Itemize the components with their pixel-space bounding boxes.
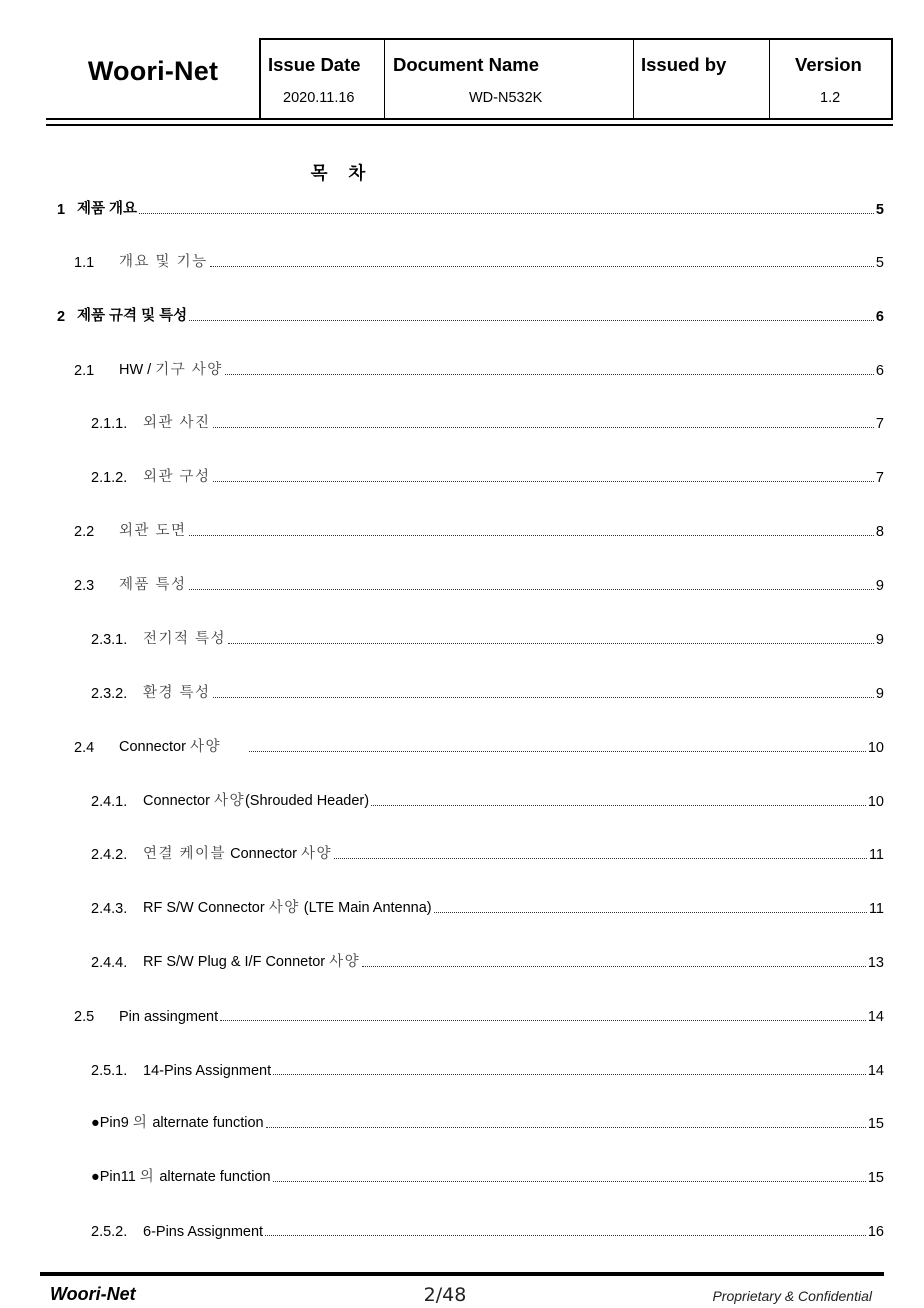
toc-entry-label: ●Pin9 의 alternate function: [91, 1115, 264, 1131]
toc-entry-page: 6: [875, 363, 884, 379]
dot-leader: [189, 320, 874, 321]
toc-entry-label: 연결 케이블 Connector 사양: [143, 846, 333, 862]
toc-entry[interactable]: [91, 790, 884, 810]
toc-entry[interactable]: [57, 198, 884, 218]
toc-entry-page: 10: [867, 794, 884, 810]
toc-entry-label: Connector 사양: [119, 739, 221, 755]
toc-entry-number: 2.5.1.: [91, 1063, 128, 1079]
toc-entry-page: 7: [875, 470, 884, 486]
toc-entry-number: 2.4.1.: [91, 794, 128, 810]
toc-entry-number: 2.4.3.: [91, 901, 128, 917]
issued-by-cell: [634, 40, 770, 118]
toc-entry-number: 2.4.4.: [91, 955, 128, 971]
toc-entry-number: 2.4: [74, 740, 95, 756]
toc-entry-number: 2.5.2.: [91, 1224, 128, 1240]
toc-entry[interactable]: [74, 520, 884, 540]
toc-entry[interactable]: [91, 951, 884, 971]
toc-entry[interactable]: [91, 1059, 884, 1079]
dot-leader: [228, 643, 874, 644]
toc-entry-number: 2: [57, 309, 66, 325]
document-name-cell: [385, 40, 634, 118]
version-label: Version: [795, 54, 862, 75]
confidentiality-notice: Proprietary & Confidential: [712, 1288, 872, 1304]
dot-leader: [213, 481, 874, 482]
toc-entry[interactable]: [91, 412, 884, 432]
toc-entry-label: 외관 사진: [143, 415, 211, 431]
toc-entry-number: 2.5: [74, 1009, 95, 1025]
dot-leader: [189, 535, 874, 536]
toc-entry-label: 외관 도면: [119, 523, 187, 539]
toc-entry-number: 1.1: [74, 255, 95, 271]
dot-leader: [189, 589, 874, 590]
dot-leader: [139, 213, 874, 214]
toc-entry-page: 13: [867, 955, 884, 971]
header-rule-bottom: [46, 124, 893, 126]
toc-entry-label: 14-Pins Assignment: [143, 1063, 272, 1079]
toc-entry-label: HW / 기구 사양: [119, 362, 223, 378]
toc-entry[interactable]: [57, 305, 884, 325]
toc-entry-label: 제품 특성: [119, 577, 187, 593]
toc-entry[interactable]: [91, 843, 884, 863]
footer-rule: [40, 1272, 884, 1276]
toc-entry-page: 11: [868, 847, 884, 863]
toc-entry-label: 제품 규격 및 특성: [77, 308, 188, 324]
dot-leader: [225, 374, 874, 375]
toc-entry-number: 2.1.1.: [91, 416, 128, 432]
toc-entry-label: RF S/W Connector 사양 (LTE Main Antenna): [143, 900, 432, 916]
toc-entry-number: 2.1.2.: [91, 470, 128, 486]
company-name: Woori-Net: [87, 56, 219, 86]
toc-entry-page: 11: [868, 901, 884, 917]
issue-date-value: 2020.11.16: [283, 90, 355, 106]
toc-entry-page: 9: [875, 632, 884, 648]
toc-entry-page: 5: [875, 255, 884, 271]
toc-entry-label: 6-Pins Assignment: [143, 1224, 264, 1240]
toc-entry-page: 5: [875, 202, 884, 218]
toc-entry-page: 6: [875, 309, 884, 325]
dot-leader: [265, 1235, 866, 1236]
toc-entry-label: 개요 및 기능: [119, 254, 208, 270]
issue-date-cell: [261, 40, 385, 118]
toc-entry-page: 10: [867, 740, 884, 756]
toc-entry[interactable]: [74, 1005, 884, 1025]
toc-title: 목 차: [310, 163, 374, 183]
dot-leader: [220, 1020, 866, 1021]
toc-entry-number: 2.3.1.: [91, 632, 128, 648]
toc-entry[interactable]: [74, 359, 884, 379]
toc-entry[interactable]: [74, 736, 884, 756]
dot-leader: [371, 805, 866, 806]
document-name-value: WD-N532K: [469, 90, 543, 106]
toc-entry-label: RF S/W Plug & I/F Connetor 사양: [143, 954, 361, 970]
dot-leader: [210, 266, 874, 267]
dot-leader: [249, 751, 866, 752]
dot-leader: [434, 912, 867, 913]
toc-entry-number: 1: [57, 202, 66, 218]
toc-entry-page: 14: [867, 1063, 884, 1079]
issue-date-label: Issue Date: [268, 54, 361, 75]
toc-entry[interactable]: [74, 574, 884, 594]
toc-entry-number: 2.3: [74, 578, 95, 594]
toc-entry[interactable]: [74, 251, 884, 271]
dot-leader: [213, 697, 874, 698]
footer-company: Woori-Net: [50, 1284, 136, 1304]
toc-entry[interactable]: [91, 1166, 884, 1186]
dot-leader: [334, 858, 867, 859]
toc-entry-label: 외관 구성: [143, 469, 211, 485]
toc-entry-page: 9: [875, 578, 884, 594]
version-cell: [770, 40, 891, 118]
toc-entry-label: 제품 개요: [77, 201, 138, 217]
toc-entry-number: 2.1: [74, 363, 95, 379]
issued-by-label: Issued by: [641, 54, 727, 75]
toc-entry[interactable]: [91, 466, 884, 486]
toc-entry-label: 환경 특성: [143, 685, 211, 701]
dot-leader: [362, 966, 866, 967]
toc-entry-label: Pin assingment: [119, 1009, 219, 1025]
toc-entry-page: 8: [875, 524, 884, 540]
toc-entry-page: 16: [867, 1224, 884, 1240]
toc-entry-label: 전기적 특성: [143, 631, 227, 647]
toc-entry[interactable]: [91, 1220, 884, 1240]
toc-entry-label: Connector 사양(Shrouded Header): [143, 793, 370, 809]
toc-entry-page: 9: [875, 686, 884, 702]
toc-entry[interactable]: [91, 897, 884, 917]
dot-leader: [273, 1074, 866, 1075]
dot-leader: [213, 427, 874, 428]
toc-entry-number: 2.3.2.: [91, 686, 128, 702]
toc-entry[interactable]: [91, 682, 884, 702]
document-name-label: Document Name: [393, 54, 539, 75]
dot-leader: [266, 1127, 866, 1128]
version-value: 1.2: [820, 90, 841, 106]
toc-entry-page: 14: [867, 1009, 884, 1025]
page-number: 2/48: [423, 1284, 467, 1306]
toc-entry-label: ●Pin11 의 alternate function: [91, 1169, 271, 1185]
dot-leader: [273, 1181, 866, 1182]
toc-entry-page: 15: [867, 1116, 884, 1132]
toc-entry-page: 15: [867, 1170, 884, 1186]
toc-entry[interactable]: [91, 1112, 884, 1132]
toc-entry-number: 2.4.2.: [91, 847, 128, 863]
toc-entry[interactable]: [91, 628, 884, 648]
toc-entry-number: 2.2: [74, 524, 95, 540]
document-info-table: [259, 38, 893, 120]
header-rule-top: [46, 118, 893, 120]
toc-entry-page: 7: [875, 416, 884, 432]
